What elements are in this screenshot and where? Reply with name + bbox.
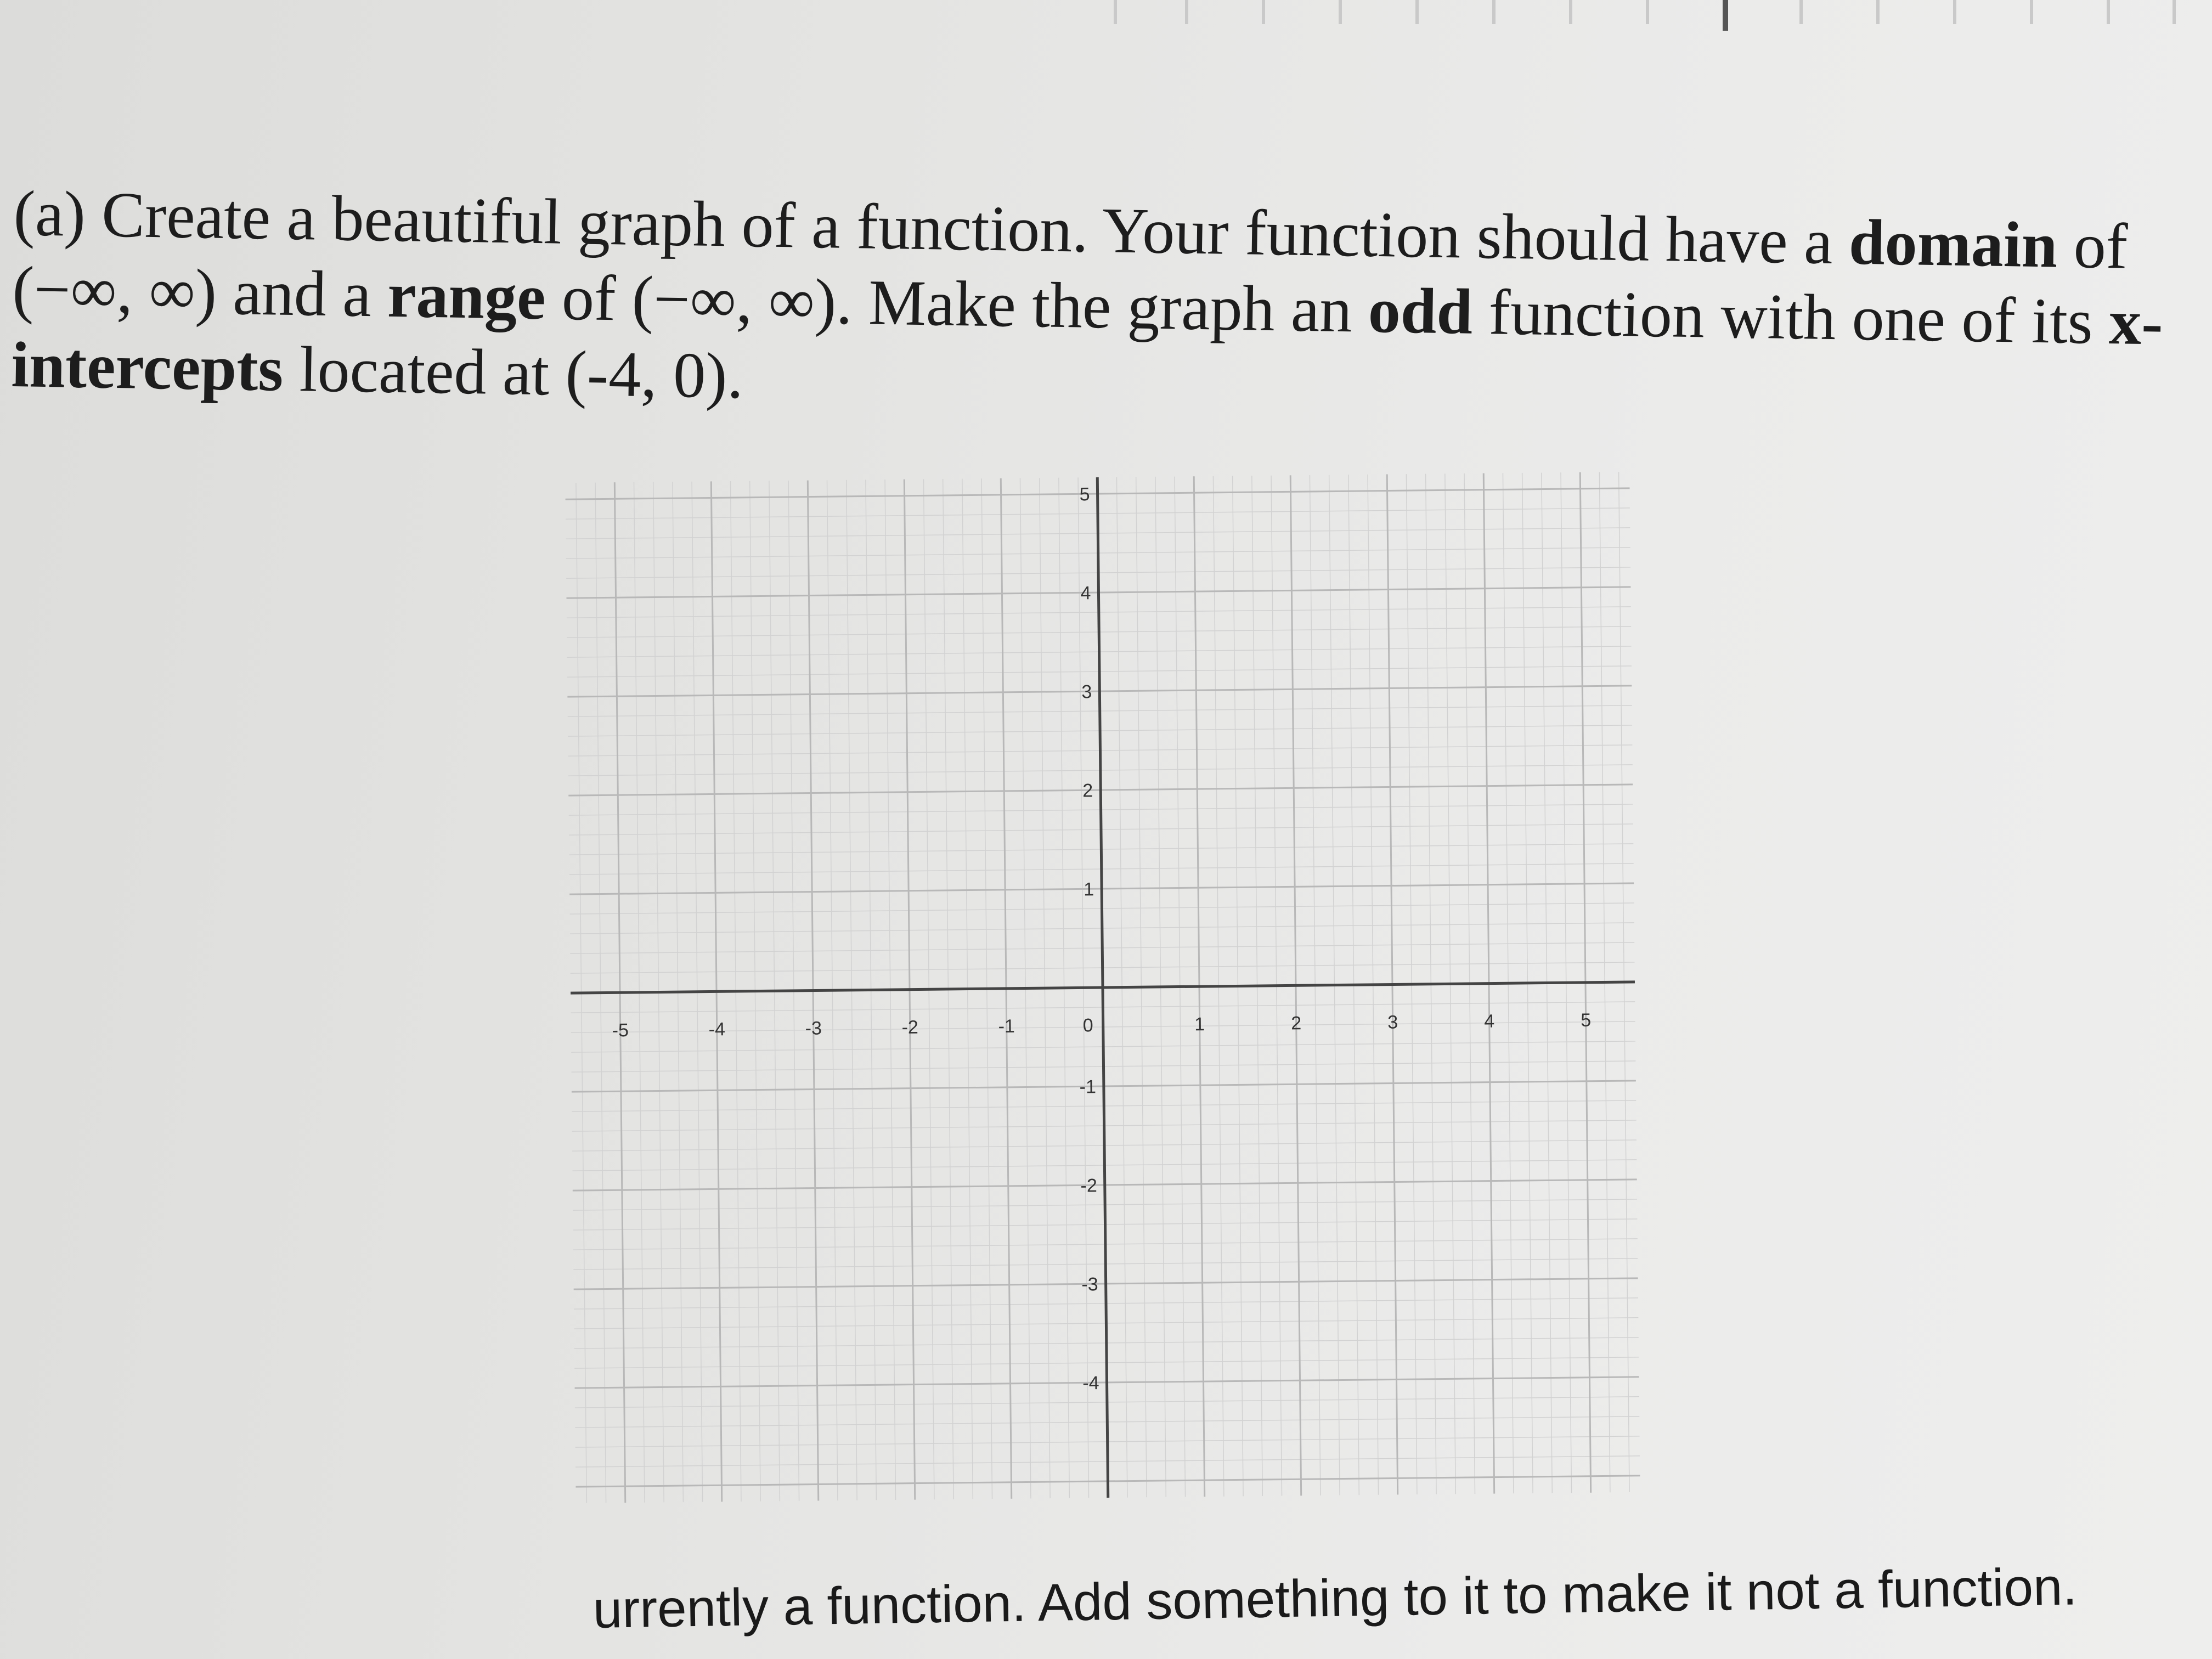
x-tick-label: -5	[612, 1020, 629, 1041]
part-label: (a)	[13, 177, 86, 251]
ruler-tick	[2030, 0, 2033, 24]
bold-domain: domain	[1848, 206, 2058, 281]
x-tick-label: 3	[1387, 1012, 1398, 1033]
x-tick-label: 2	[1291, 1013, 1302, 1034]
ruler-tick	[1185, 0, 1188, 24]
x-tick-label: 5	[1581, 1009, 1592, 1031]
ruler-tick	[1799, 0, 1803, 24]
interval-range: (−∞, ∞)	[631, 262, 837, 338]
y-tick-label: -4	[1082, 1373, 1099, 1394]
coordinate-grid[interactable]	[549, 461, 1657, 1515]
ruler-tick	[1339, 0, 1342, 24]
bold-odd: odd	[1368, 274, 1474, 348]
ruler-tick	[1114, 0, 1117, 24]
ruler-tick	[1723, 0, 1728, 31]
ruler-tick	[2107, 0, 2110, 24]
top-ruler	[0, 0, 2212, 33]
x-tick-label: -3	[805, 1018, 822, 1039]
bold-intercepts: intercepts	[10, 328, 284, 405]
y-tick-label: 3	[1081, 681, 1092, 703]
x-tick-label: -4	[708, 1019, 726, 1040]
ruler-tick	[1646, 0, 1649, 24]
y-tick-label: 1	[1084, 879, 1094, 900]
y-tick-label: 2	[1082, 780, 1093, 802]
y-tick-label: -3	[1081, 1274, 1098, 1295]
x-tick-label: -2	[901, 1017, 919, 1038]
y-tick-label: -2	[1080, 1175, 1097, 1197]
x-tick-label: 4	[1484, 1011, 1495, 1032]
ruler-tick	[2172, 0, 2176, 24]
ruler-tick	[1492, 0, 1496, 24]
y-tick-label: -1	[1079, 1076, 1097, 1098]
y-tick-label: 5	[1079, 484, 1090, 505]
grid-svg[interactable]	[549, 461, 1657, 1515]
ruler-tick	[1415, 0, 1419, 24]
interval-domain: (−∞, ∞)	[12, 252, 218, 328]
x-tick-label: 0	[1082, 1015, 1093, 1036]
ruler-tick	[1262, 0, 1265, 24]
x-tick-label: 1	[1194, 1014, 1205, 1035]
bold-x: x-	[2108, 286, 2164, 359]
y-tick-label: 4	[1080, 583, 1091, 604]
ruler-tick	[1953, 0, 1956, 24]
ruler-tick	[1569, 0, 1572, 24]
bold-range: range	[387, 258, 546, 334]
question-text: (a) Create a beautiful graph of a function. Your function should have a domain of (−∞, ∞) and a range of (−∞, ∞). Make the graph an odd function with one of its x- intercepts located at (-4, 0).	[10, 177, 2164, 412]
partial-question-b: urrently a function. Add something to it to make it not a function.	[592, 1557, 2078, 1639]
x-tick-label: -1	[998, 1015, 1015, 1037]
ruler-tick	[1876, 0, 1880, 24]
